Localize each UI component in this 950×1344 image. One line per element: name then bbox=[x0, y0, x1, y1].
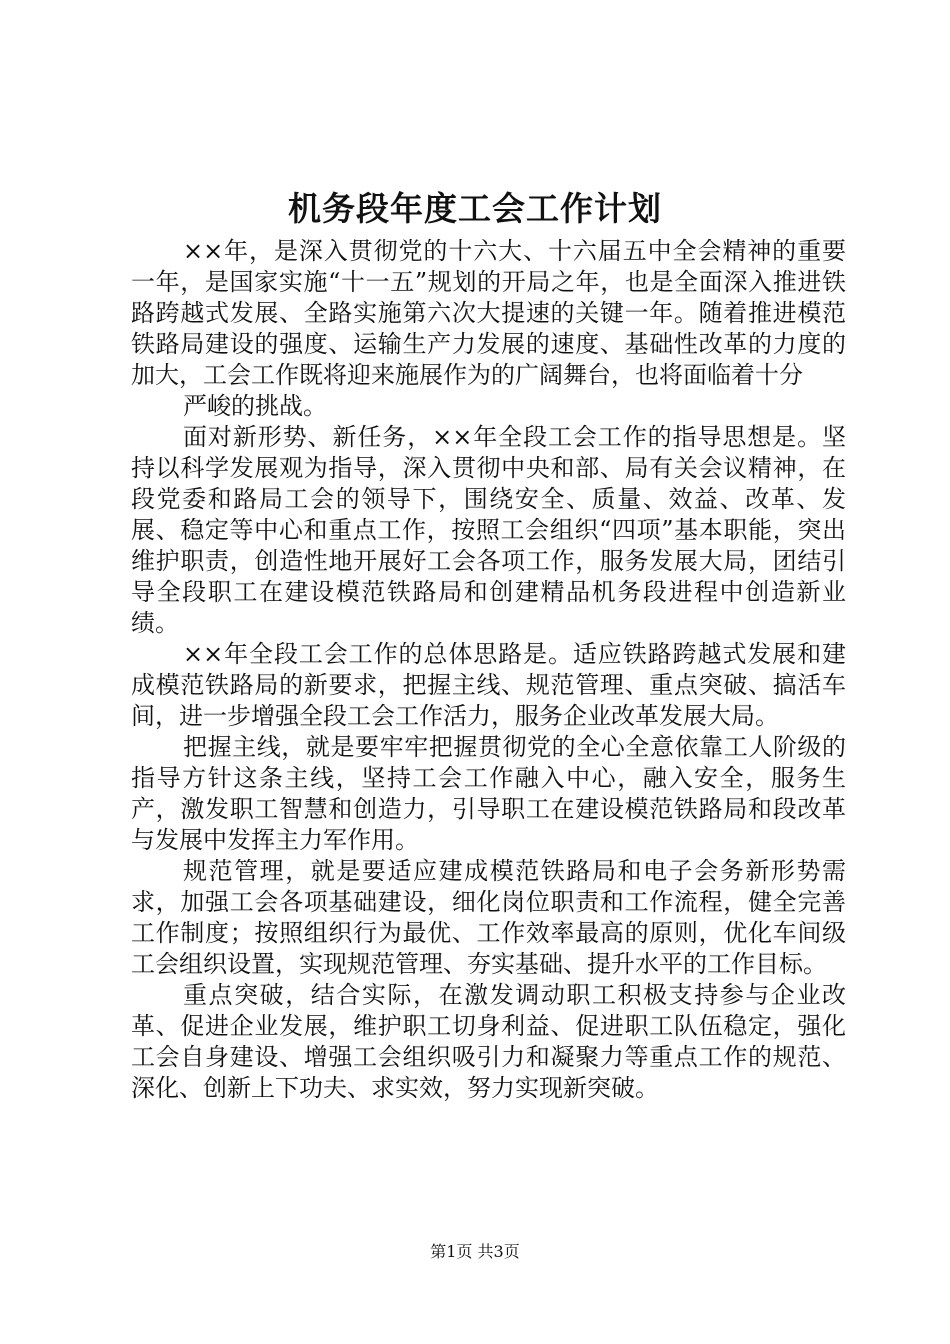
document-body bbox=[131, 236, 846, 1104]
paragraph-intro-continued: 严峻的挑战。 bbox=[183, 392, 327, 420]
paragraph-standard-management: 规范管理，就是要适应建成模范铁路局和电子会务新形势需求，加强工会各项基础建设，细化岗位职责和工作流程，健全完善工作制度；按照组织行为最优、工作效率最高的原则，优化车间级工会组织设置，实现规范管理、夯实基础、提升水平的工作目标。 bbox=[131, 857, 846, 978]
document-title: 机务段年度工会工作计划 bbox=[288, 189, 662, 228]
paragraph-key-breakthrough: 重点突破，结合实际，在激发调动职工积极支持参与企业改革、促进企业发展，维护职工切身利益、促进职工队伍稳定，强化工会自身建设、增强工会组织吸引力和凝聚力等重点工作的规范、深化、创新上下功夫、求实效，努力实现新突破。 bbox=[131, 981, 846, 1102]
paragraph-main-line: 把握主线，就是要牢牢把握贯彻党的全心全意依靠工人阶级的指导方针这条主线，坚持工会工作融入中心，融入安全，服务生产，激发职工智慧和创造力，引导职工在建设模范铁路局和段改革与发展中发挥主力军作用。 bbox=[131, 733, 846, 854]
paragraph-intro: ××年，是深入贯彻党的十六大、十六届五中全会精神的重要一年，是国家实施“十一五”规划的开局之年，也是全面深入推进铁路跨越式发展、全路实施第六次大提速的关键一年。随着推进模范铁路局建设的强度、运输生产力发展的速度、基础性改革的力度的加大，工会工作既将迎来施展作为的广阔舞台，也将面临着十分 bbox=[131, 237, 846, 389]
paragraph-overall-approach: ××年全段工会工作的总体思路是。适应铁路跨越式发展和建成模范铁路局的新要求，把握主线、规范管理、重点突破、搞活车间，进一步增强全段工会工作活力，服务企业改革发展大局。 bbox=[131, 640, 846, 730]
paragraph-guiding-ideology: 面对新形势、新任务，××年全段工会工作的指导思想是。坚持以科学发展观为指导，深入贯彻中央和部、局有关会议精神，在段党委和路局工会的领导下，围绕安全、质量、效益、改革、发展、稳定等中心和重点工作，按照工会组织“四项”基本职能，突出维护职责，创造性地开展好工会各项工作，服务发展大局，团结引导全段职工在建设模范铁路局和创建精品机务段进程中创造新业绩。 bbox=[131, 423, 846, 637]
page-number-footer: 第1页 共3页 bbox=[430, 1242, 520, 1261]
